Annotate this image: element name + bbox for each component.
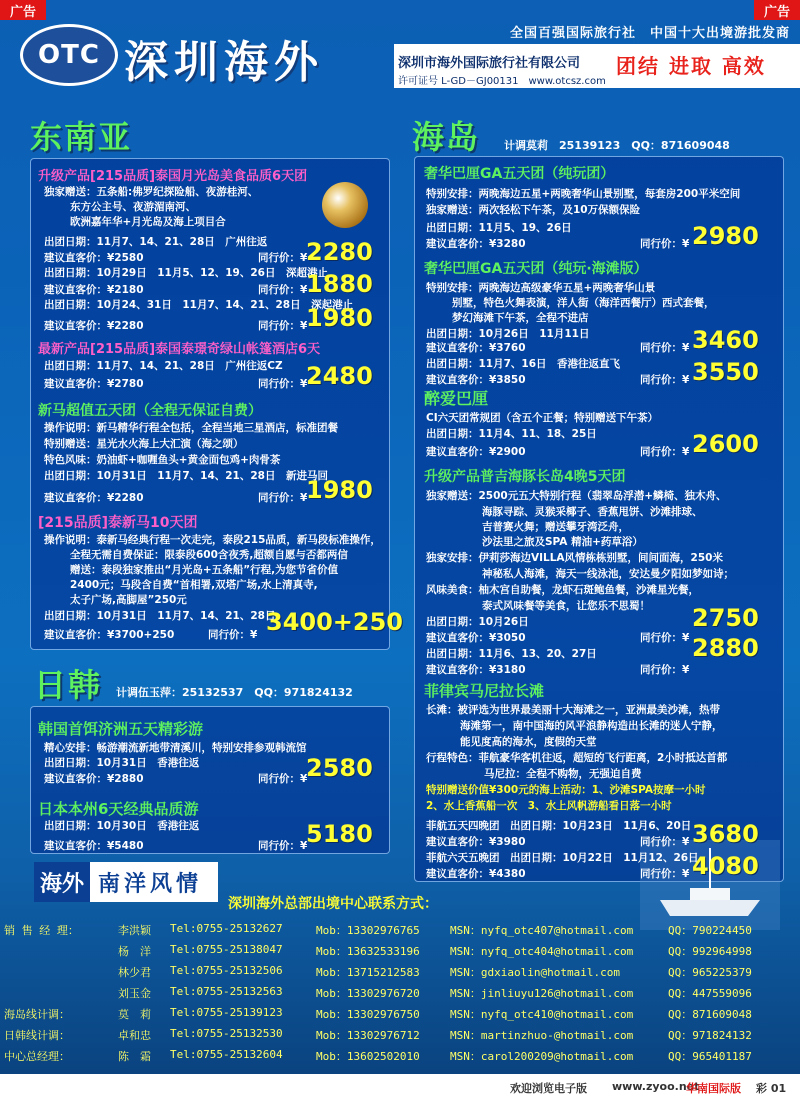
right-line: 长滩：被评选为世界最美丽十大海滩之一，亚洲最美沙滩，热带 [426, 704, 720, 716]
left-line: 东方公主号、夜游湄南河、 [70, 201, 196, 213]
contact-qq: QQ：871609048 [668, 1008, 752, 1021]
right-line: 特别安排：两晚海边高级豪华五星+两晚奢华山景 [426, 282, 656, 294]
left-line: 建议直客价：¥2280 [44, 492, 144, 504]
footer-url-link[interactable]: www.zyoo.net [612, 1080, 700, 1093]
jk-contact: 计调伍玉萍：25132537 QQ：971824132 [116, 686, 353, 699]
left-line: 同行价：¥ [258, 773, 308, 785]
left-line: 特色风味：奶油虾+咖喱鱼头+黄金面包鸡+肉骨茶 [44, 454, 281, 466]
footer-browse: 欢迎浏览电子版 [510, 1082, 587, 1095]
right-line: 建议直客价：¥3760 [426, 342, 526, 354]
right-line: 建议直客价：¥3850 [426, 374, 526, 386]
right-line: 菲航六天五晚团 出团日期：10月22日 11月12、26日 [426, 852, 699, 864]
contact-msn-link[interactable]: MSN：nyfq_otc404@hotmail.com [450, 945, 634, 958]
left-line: 操作说明：泰新马经典行程一次走完，泰段215品质，新马段标准操作， [44, 534, 381, 546]
right-line: 建议直客价：¥3180 [426, 664, 526, 676]
left-line: 建议直客价：¥2280 [44, 320, 144, 332]
contact-title: 深圳海外总部出境中心联系方式： [228, 896, 438, 912]
left-price: 2480 [306, 362, 373, 390]
left-line: 特别赠送：星光水火海上大汇演（海之颂） [44, 438, 244, 450]
right-line: CI六天团常规团（含五个正餐；特别赠送下午茶） [426, 412, 659, 424]
left-line: 出团日期：10月24、31日 11月7、14、21、28日 深起港止 [44, 299, 354, 311]
left-price: 1980 [306, 304, 373, 332]
right-line: 建议直客价：¥2900 [426, 446, 526, 458]
right-line: 海滩第一，南中国海的风平浪静构造出长滩的迷人宁静， [460, 720, 723, 732]
left-line: 日本本州6天经典品质游 [38, 800, 199, 818]
left-line: 同行价：¥ [258, 840, 308, 852]
contact-row [0, 922, 800, 940]
section-title-sea: 东南亚 [30, 118, 133, 156]
contact-name: 卓和忠 [118, 1029, 151, 1042]
right-line: 同行价：¥ [640, 238, 690, 250]
left-line: 欧洲嘉年华+月光岛及海上项目合 [70, 216, 226, 228]
island-contact: 计调莫莉 25139123 QQ：871609048 [504, 139, 730, 152]
contact-mob: Mob：13602502010 [316, 1050, 420, 1063]
contact-msn-link[interactable]: MSN：nyfq_otc410@hotmail.com [450, 1008, 634, 1021]
right-price: 2880 [692, 634, 759, 662]
contact-mob: Mob：13302976720 [316, 987, 420, 1000]
contact-row [0, 1006, 800, 1024]
contact-tel: Tel:0755-25132530 [170, 1027, 283, 1040]
right-line: 海豚寻踪、灵猴采椰子、香蕉甩饼、沙滩排球、 [482, 506, 703, 518]
contact-name: 莫 莉 [118, 1008, 151, 1021]
contact-qq: QQ：447559096 [668, 987, 752, 1000]
contact-row [0, 985, 800, 1003]
contact-row [0, 1027, 800, 1045]
section-title-jk: 日韩 [34, 666, 103, 704]
right-line: 独家赠送：两次轻松下午茶，及10万保额保险 [426, 204, 641, 216]
brand-title: 深圳海外 [124, 37, 324, 88]
right-price: 3460 [692, 326, 759, 354]
left-line: 建议直客价：¥2880 [44, 773, 144, 785]
header-slogan: 全国百强国际旅行社 中国十大出境游批发商 [509, 26, 790, 41]
left-line: 同行价：¥ [258, 252, 308, 264]
contact-role: 中心总经理： [4, 1050, 70, 1063]
right-line: 同行价：¥ [640, 664, 690, 676]
right-line: 独家安排：伊莉莎海边VILLA风情栋栋别墅，间间面海，250米 [426, 552, 723, 564]
ad-tag-left: 广告 [0, 0, 46, 20]
right-line: 吉普赛火舞；赠送攀牙湾泛舟， [482, 521, 629, 533]
right-price: 3550 [692, 358, 759, 386]
right-line: 泰式风味餐等美食，让您乐不思蜀！ [482, 600, 650, 612]
right-line: 同行价：¥ [640, 446, 690, 458]
right-line: 梦幻海滩下午茶，全程不进店 [452, 312, 589, 324]
nanyang-badge-b: 南洋风情 [98, 871, 203, 897]
right-line: 建议直客价：¥4380 [426, 868, 526, 880]
right-price: 4080 [692, 852, 759, 880]
contact-msn-link[interactable]: MSN：gdxiaolin@hotmail.com [450, 966, 620, 979]
left-line: 同行价：¥ [258, 320, 308, 332]
left-line: 建议直客价：¥2780 [44, 378, 144, 390]
contact-tel: Tel:0755-25138047 [170, 943, 283, 956]
contact-msn-link[interactable]: MSN：jinliuyu126@hotmail.com [450, 987, 634, 1000]
contact-qq: QQ：965401187 [668, 1050, 752, 1063]
right-line: 醉爱巴厘 [424, 389, 489, 408]
right-line: 同行价：¥ [640, 342, 690, 354]
right-line: 同行价：¥ [640, 632, 690, 644]
left-line: 建议直客价：¥2580 [44, 252, 144, 264]
contact-tel: Tel:0755-25132506 [170, 964, 283, 977]
right-line: 风味美食：柚木宫自助餐，龙虾石斑鲍鱼餐，沙滩星光餐， [426, 584, 699, 596]
contact-row [0, 1048, 800, 1066]
nanyang-badge [34, 862, 218, 902]
company-name: 深圳市海外国际旅行社有限公司 [398, 56, 581, 71]
left-line: 出团日期：11月7、14、21、28日 广州往返CZ [44, 360, 283, 372]
left-line: 赠送：泰段独家推出“月光岛+五条船”行程,为您节省价值 [70, 564, 339, 576]
contact-role: 海岛线计调： [4, 1008, 70, 1021]
right-line: 马尼拉：全程不购物，无强迫自费 [484, 768, 642, 780]
left-line: [215品质]泰新马10天团 [38, 515, 198, 531]
footer-edition: 华南国际版 [686, 1082, 741, 1095]
left-line: 出团日期：10月29日 11月5、12、19、26日 深超港止 [44, 267, 328, 279]
right-line: 能见度高的海水，度假的天堂 [460, 736, 597, 748]
contact-msn-link[interactable]: MSN：martinzhuo-@hotmail.com [450, 1029, 634, 1042]
left-line: 2400元；马段含自费“首相署,双塔广场,水上清真寺, [70, 579, 318, 591]
contact-role: 销 售 经 理： [4, 924, 79, 937]
left-line: 同行价：¥ [258, 492, 308, 504]
right-price: 2600 [692, 430, 759, 458]
contact-tel: Tel:0755-25139123 [170, 1006, 283, 1019]
right-line: 同行价：¥ [640, 836, 690, 848]
right-line: 同行价：¥ [640, 374, 690, 386]
left-line: 出团日期：10月31日 11月7、14、21、28日 新进马回 [44, 470, 328, 482]
right-price: 2750 [692, 604, 759, 632]
right-price: 2980 [692, 222, 759, 250]
right-line: 升级产品普吉海豚长岛4晚5天团 [424, 469, 626, 485]
contact-tel: Tel:0755-25132563 [170, 985, 283, 998]
left-line: 同行价：¥ [258, 284, 308, 296]
left-line: 新马超值五天团（全程无保证自费） [38, 403, 262, 419]
right-line: 菲航五天四晚团 出团日期：10月23日 11月6、20日 [426, 820, 692, 832]
contact-mob: Mob：13715212583 [316, 966, 420, 979]
left-line: 出团日期：10月30日 香港往返 [44, 820, 200, 832]
left-price: 5180 [306, 820, 373, 848]
contact-msn-link[interactable]: MSN：nyfq_otc407@hotmail.com [450, 924, 634, 937]
right-line: 出团日期：11月5、19、26日 [426, 222, 572, 234]
right-line: 奢华巴厘GA五天团（纯玩团） [424, 166, 615, 182]
thai-emblem-icon [322, 182, 368, 228]
contact-mob: Mob：13302976765 [316, 924, 420, 937]
contact-qq: QQ：992964998 [668, 945, 752, 958]
left-line: 操作说明：新马精华行程全包括，全程当地三星酒店，标准团餐 [44, 422, 338, 434]
right-line: 建议直客价：¥3050 [426, 632, 526, 644]
contact-mob: Mob：13302976750 [316, 1008, 420, 1021]
footer-bar [0, 1074, 800, 1100]
right-line: 独家赠送：2500元五大特别行程（翡翠岛浮潜+鳞椅、独木舟、 [426, 490, 727, 502]
contact-qq: QQ：971824132 [668, 1029, 752, 1042]
nanyang-badge-a: 海外 [34, 862, 90, 902]
right-price: 3680 [692, 820, 759, 848]
left-line: 出团日期：10月31日 11月7、14、21、28日 [44, 610, 276, 622]
section-title-island: 海岛 [412, 118, 481, 156]
left-price: 2580 [306, 754, 373, 782]
company-motto: 团结 进取 高效 [616, 54, 766, 78]
left-line: 同行价：¥ [258, 378, 308, 390]
contact-name: 杨 洋 [118, 945, 151, 958]
right-line: 出团日期：11月4、11、18、25日 [426, 428, 597, 440]
right-line: 特别安排：两晚海边五星+两晚奢华山景别墅，每套房200平米空间 [426, 188, 741, 200]
right-line: 同行价：¥ [640, 868, 690, 880]
contact-tel: Tel:0755-25132604 [170, 1048, 283, 1061]
right-line: 建议直客价：¥3980 [426, 836, 526, 848]
left-line: 最新产品[215品质]泰国泰璟奇绿山帐篷酒店6天 [38, 342, 321, 357]
ad-tag-right: 广告 [754, 0, 800, 20]
right-line: 出团日期：10月26日 11月11日 [426, 328, 590, 340]
right-line: 别墅，特色火舞表演，洋人街（海洋西餐厅）西式套餐， [452, 297, 715, 309]
left-line: 出团日期：11月7、14、21、28日 广州往返 [44, 236, 268, 248]
left-price: 1880 [306, 270, 373, 298]
contact-row [0, 964, 800, 982]
contact-tel: Tel:0755-25132627 [170, 922, 283, 935]
contact-qq: QQ：965225379 [668, 966, 752, 979]
left-line: 升级产品[215品质]泰国月光岛美食品质6天团 [38, 169, 308, 184]
right-line: 奢华巴厘GA五天团（纯玩·海滩版） [424, 261, 648, 277]
left-price: 2280 [306, 238, 373, 266]
left-price: 1980 [306, 476, 373, 504]
contact-role: 日韩线计调： [4, 1029, 70, 1042]
contact-mob: Mob：13632533196 [316, 945, 420, 958]
right-line: 出团日期：11月7、16日 香港往返直飞 [426, 358, 621, 370]
left-line: 独家赠送：五条船:佛罗纪探险船、夜游桂河、 [44, 186, 259, 198]
left-line: 全程无需自费保证：限泰段600含夜秀,超额自愿与否都两信 [70, 549, 348, 561]
contact-name: 林少君 [118, 966, 151, 979]
left-line: 韩国首饵济洲五天精彩游 [38, 720, 204, 738]
left-price: 3400+250 [266, 608, 404, 636]
right-line: 2、水上香蕉船一次 3、水上风帆游船看日落一小时 [426, 800, 672, 812]
left-line: 出团日期：10月31日 香港往返 [44, 757, 200, 769]
otc-logo: OTC [20, 24, 118, 86]
contact-mob: Mob：13302976712 [316, 1029, 420, 1042]
left-line: 建议直客价：¥2180 [44, 284, 144, 296]
right-line: 行程特色：菲航豪华客机往返，超短的飞行距离，2小时抵达首都 [426, 752, 728, 764]
right-line: 特别赠送价值¥300元的海上活动：1、沙滩SPA按摩一小时 [426, 784, 706, 796]
contact-name: 陈 霜 [118, 1050, 151, 1063]
license-line: 许可证号 L-GD－GJ00131 www.otcsz.com [398, 76, 606, 87]
right-line: 出团日期：11月6、13、20、27日 [426, 648, 597, 660]
contact-row [0, 943, 800, 961]
left-line: 太子广场,高脚屋”250元 [70, 594, 187, 606]
left-line: 精心安排：畅游潮流新地带清溪川，特别安排参观韩流馆 [44, 742, 307, 754]
right-line: 沙法里之旅及SPA 精油+药草浴） [482, 536, 643, 548]
contact-qq: QQ：790224450 [668, 924, 752, 937]
contact-msn-link[interactable]: MSN：carol200209@hotmail.com [450, 1050, 634, 1063]
contact-name: 李洪颖 [118, 924, 151, 937]
right-line: 建议直客价：¥3280 [426, 238, 526, 250]
left-line: 建议直客价：¥3700+250 [44, 629, 175, 641]
left-line: 建议直客价：¥5480 [44, 840, 144, 852]
right-line: 菲律宾马尼拉长滩 [424, 682, 545, 700]
contact-name: 刘玉金 [118, 987, 151, 1000]
footer-page: 彩 01 [756, 1082, 787, 1095]
right-line: 出团日期：10月26日 [426, 616, 529, 628]
right-line: 神秘私人海滩，海天一线泳池，安达曼夕阳如梦如诗； [482, 568, 734, 580]
left-line: 同行价：¥ [208, 629, 258, 641]
